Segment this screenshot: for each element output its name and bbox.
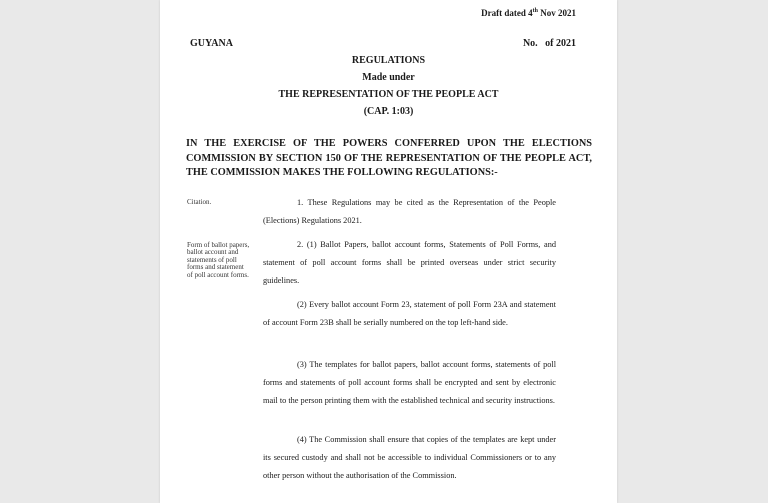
paragraph-2: 2. (1) Ballot Papers, ballot account forms, Statements of Poll Forms, and statement of poll account forms shall be printed overseas under strict security guidelines.	[263, 240, 556, 285]
margin-note-form: Form of ballot papers, ballot account and statements of poll forms and statement of poll account forms.	[187, 241, 250, 279]
document-page	[160, 0, 617, 503]
title-act-name: THE REPRESENTATION OF THE PEOPLE ACT	[278, 89, 499, 100]
paragraph-5: (4) The Commission shall ensure that copies of the templates are kept under its secured custody and shall not be accessible to individual Commissioners or to any other person without the authorisation of the Commission.	[263, 435, 556, 480]
paragraph-1: 1. These Regulations may be cited as the Representation of the People (Elections) Regulations 2021.	[263, 198, 556, 225]
paragraph-4: (3) The templates for ballot papers, ballot account forms, statements of poll forms and statements of poll account forms shall be encrypted and sent by electronic mail to the person printing them with the established technical and security instructions.	[263, 360, 556, 405]
title-cap: (CAP. 1:03)	[363, 106, 414, 117]
preamble: IN THE EXERCISE OF THE POWERS CONFERRED UPON THE ELECTIONS COMMISSION BY SECTION 150 OF THE REPRESENTATION OF THE PEOPLE ACT, THE COMMISSION MAKES THE FOLLOWING REGULATIONS:-	[186, 138, 592, 178]
title-made-under: Made under	[362, 72, 415, 83]
title-regulations: REGULATIONS	[351, 55, 426, 66]
paragraph-3: (2) Every ballot account Form 23, statement of poll Form 23A and statement of account Form 23B shall be serially numbered on the top left-hand side.	[263, 300, 556, 327]
country-heading: GUYANA	[190, 38, 233, 49]
margin-note-citation: Citation.	[187, 198, 212, 206]
regulation-number: No. of 2021	[522, 38, 576, 49]
draft-date: Draft dated 4th Nov 2021	[481, 8, 576, 18]
